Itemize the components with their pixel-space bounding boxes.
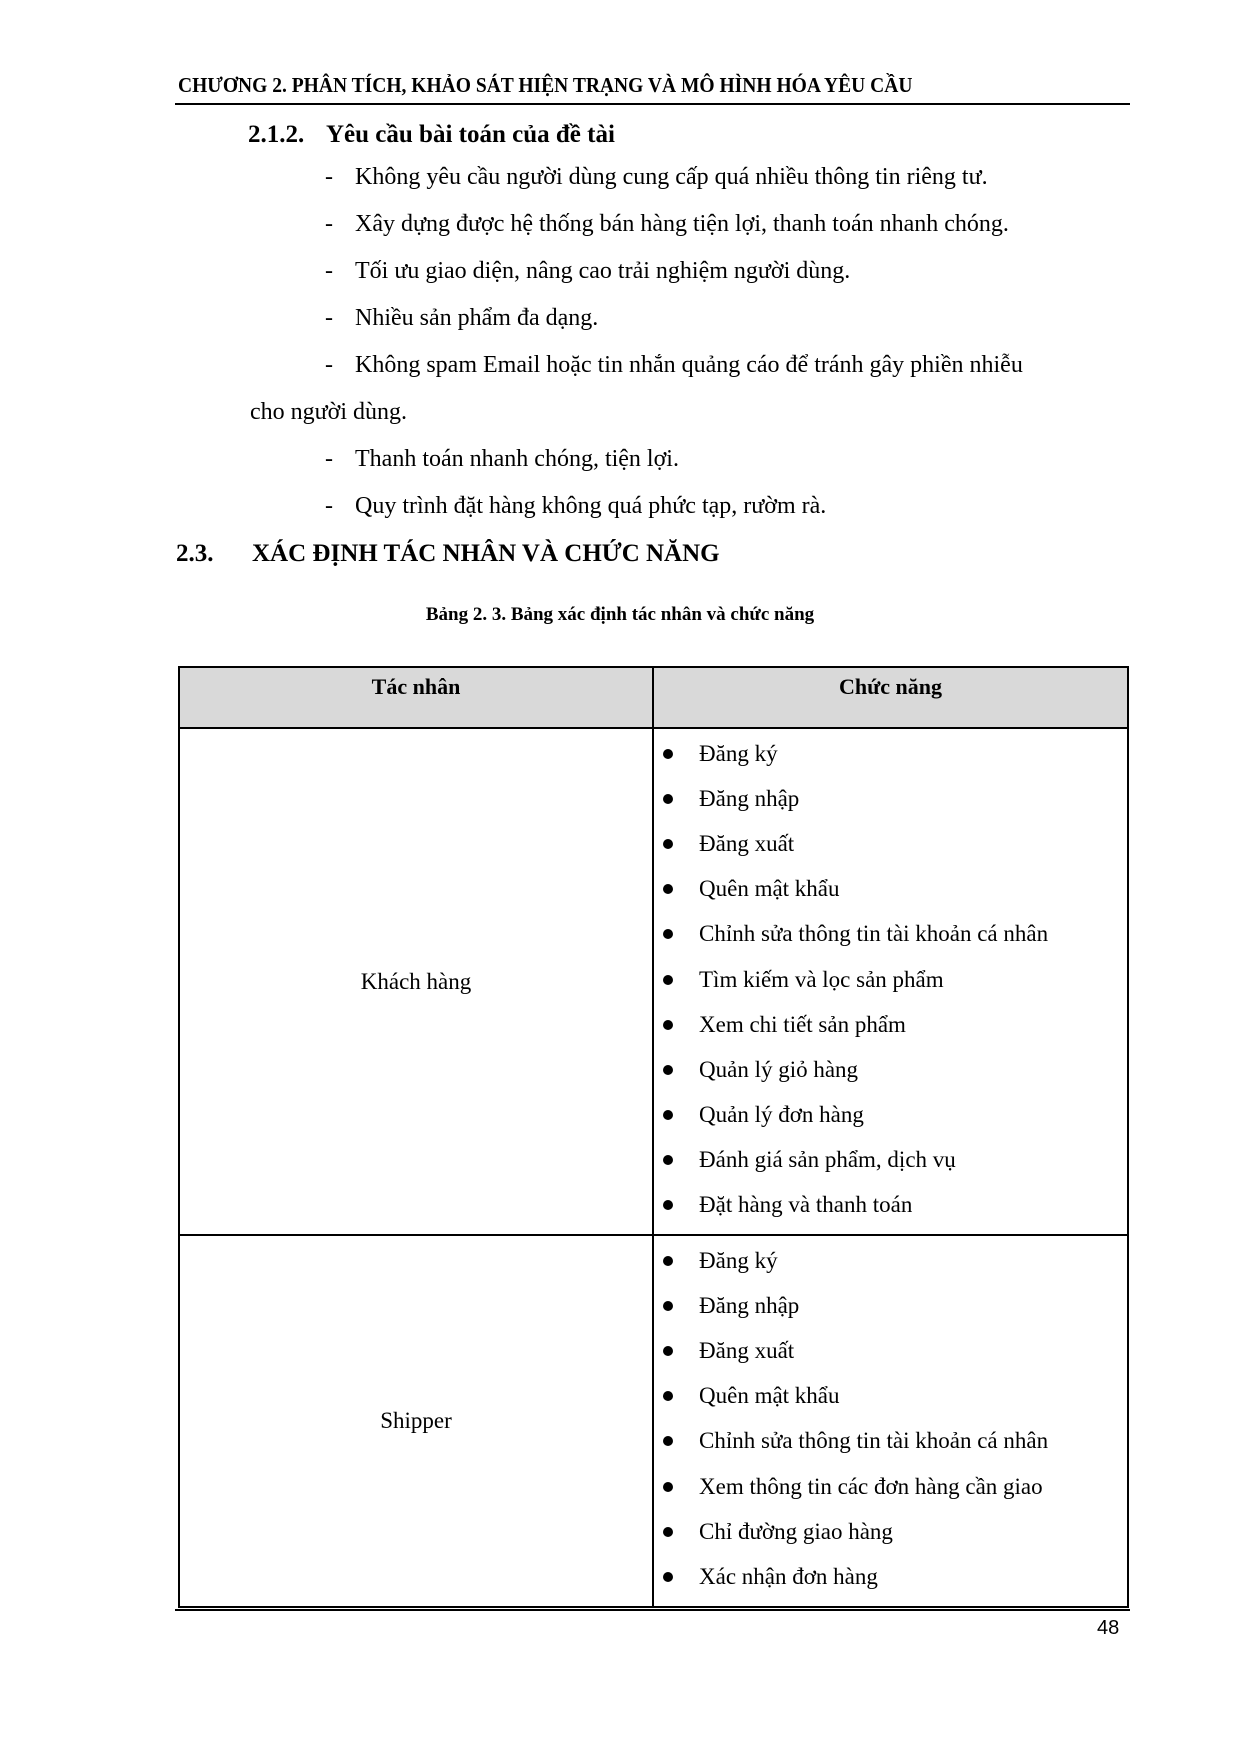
function-item: Đánh giá sản phẩm, dịch vụ: [654, 1138, 1127, 1183]
bullet-icon: [663, 1155, 673, 1165]
bullet-icon: [663, 1436, 673, 1446]
function-item: Đăng xuất: [654, 1328, 1127, 1373]
requirement-item: - Tối ưu giao diện, nâng cao trải nghiệm người dùng.: [325, 258, 851, 284]
table-row: [179, 1235, 1128, 1607]
bullet-icon: [663, 1301, 673, 1311]
bullet-icon: [663, 1020, 673, 1030]
bullet-icon: [663, 975, 673, 985]
function-item: Quản lý đơn hàng: [654, 1093, 1127, 1138]
function-item: Xác nhận đơn hàng: [654, 1554, 1127, 1599]
table-caption: Bảng 2. 3. Bảng xác định tác nhân và chức năng: [425, 604, 815, 625]
requirement-item-continuation: cho người dùng.: [250, 399, 408, 425]
function-item: Xem thông tin các đơn hàng cần giao: [654, 1464, 1127, 1509]
bullet-icon: [663, 749, 673, 759]
subsection-title: Yêu cầu bài toán của đề tài: [326, 121, 615, 148]
bullet-icon: [663, 1527, 673, 1537]
bullet-icon: [663, 1110, 673, 1120]
bullet-icon: [663, 1256, 673, 1266]
function-item: Tìm kiếm và lọc sản phẩm: [654, 957, 1127, 1002]
column-header-actor: Tác nhân: [179, 667, 653, 728]
function-item: Xem chi tiết sản phẩm: [654, 1002, 1127, 1047]
header-divider: [175, 103, 1130, 105]
subsection-heading: [248, 121, 615, 149]
section-number: 2.3.: [176, 540, 214, 567]
subsection-number: 2.1.2.: [248, 121, 305, 148]
section-title: XÁC ĐỊNH TÁC NHÂN VÀ CHỨC NĂNG: [252, 540, 720, 567]
requirement-item: - Nhiều sản phẩm đa dạng.: [325, 305, 599, 331]
table-header-row: [179, 667, 1128, 728]
function-item: Đăng xuất: [654, 821, 1127, 866]
requirement-item: - Xây dựng được hệ thống bán hàng tiện lợi, thanh toán nhanh chóng.: [325, 211, 1009, 237]
function-item: Đăng nhập: [654, 776, 1127, 821]
column-header-function: Chức năng: [653, 667, 1128, 728]
functions-cell: [653, 728, 1128, 1235]
bullet-icon: [663, 1065, 673, 1075]
function-item: Quên mật khẩu: [654, 867, 1127, 912]
bullet-icon: [663, 1346, 673, 1356]
function-item: Quên mật khẩu: [654, 1374, 1127, 1419]
requirement-item: - Thanh toán nhanh chóng, tiện lợi.: [325, 446, 679, 472]
bullet-icon: [663, 1200, 673, 1210]
bullet-icon: [663, 1572, 673, 1582]
footer-divider: [175, 1609, 1130, 1611]
actor-function-table: [178, 666, 1129, 1608]
function-item: Đăng ký: [654, 1238, 1127, 1283]
bullet-icon: [663, 1482, 673, 1492]
actor-cell: Shipper: [179, 1235, 653, 1607]
function-item: Đặt hàng và thanh toán: [654, 1183, 1127, 1228]
functions-cell: [653, 1235, 1128, 1607]
table-row: [179, 728, 1128, 1235]
bullet-icon: [663, 1391, 673, 1401]
function-item: Đăng nhập: [654, 1283, 1127, 1328]
bullet-icon: [663, 794, 673, 804]
function-item: Chỉ đường giao hàng: [654, 1509, 1127, 1554]
chapter-header: CHƯƠNG 2. PHÂN TÍCH, KHẢO SÁT HIỆN TRẠNG VÀ MÔ HÌNH HÓA YÊU CẦU: [178, 73, 913, 97]
requirement-item: - Không spam Email hoặc tin nhắn quảng cáo để tránh gây phiền nhiễu: [325, 352, 1023, 378]
section-heading: [176, 540, 720, 568]
function-item: Chỉnh sửa thông tin tài khoản cá nhân: [654, 1419, 1127, 1464]
function-item: Quản lý giỏ hàng: [654, 1047, 1127, 1092]
bullet-icon: [663, 839, 673, 849]
actor-cell: Khách hàng: [179, 728, 653, 1235]
page-number: 48: [1097, 1617, 1120, 1639]
function-item: Chỉnh sửa thông tin tài khoản cá nhân: [654, 912, 1127, 957]
bullet-icon: [663, 929, 673, 939]
requirement-item: - Quy trình đặt hàng không quá phức tạp, rườm rà.: [325, 493, 827, 519]
function-item: Đăng ký: [654, 731, 1127, 776]
requirement-item: - Không yêu cầu người dùng cung cấp quá nhiều thông tin riêng tư.: [325, 164, 988, 190]
bullet-icon: [663, 884, 673, 894]
